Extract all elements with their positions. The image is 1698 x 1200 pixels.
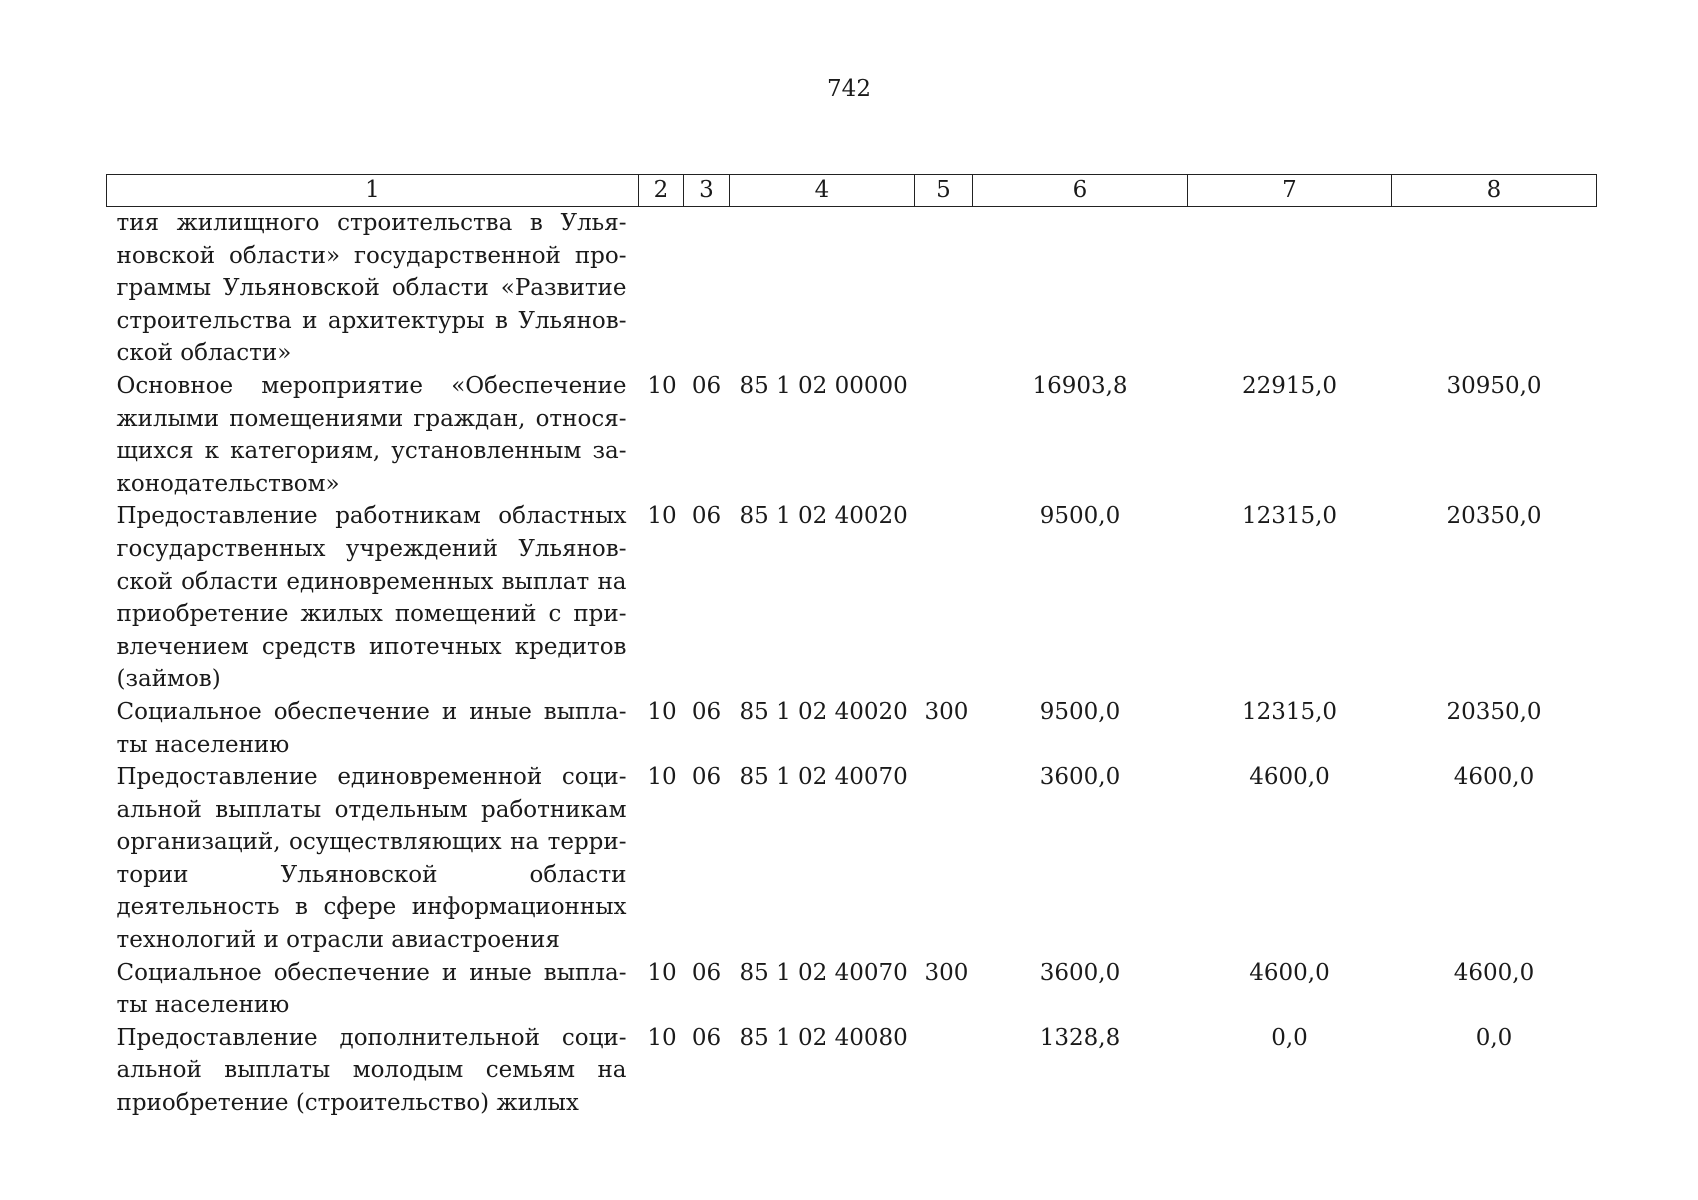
row-code: 85 1 02 40070	[739, 764, 908, 791]
row-value-6: 16903,8	[1032, 372, 1128, 399]
row-section: 10	[647, 764, 677, 791]
row-value-7: 0,0	[1271, 1024, 1308, 1051]
row-name: Предоставление единовременной социальной выплаты отдельным работникам организаций, осуществляющих на территории Ульяновской области деятельность в сфере информационных технологий и отрасли авиастроения	[116, 764, 627, 954]
budget-table	[106, 174, 1597, 1120]
row-type: 300	[924, 959, 969, 986]
header-col-2: 2	[639, 175, 684, 207]
row-value-8: 4600,0	[1453, 959, 1535, 986]
row-name: тия жилищного строительства в Ульяновской области» государственной программы Ульяновской области «Развитие строительства и архитектуры в Ульяновской области»	[116, 210, 627, 367]
row-value-7	[1188, 207, 1392, 370]
row-value-8: 4600,0	[1453, 764, 1535, 791]
header-col-7: 7	[1188, 175, 1392, 207]
row-value-8: 20350,0	[1446, 698, 1542, 725]
row-value-7: 4600,0	[1249, 959, 1330, 986]
row-type	[915, 761, 973, 957]
header-col-8: 8	[1392, 175, 1597, 207]
header-col-4: 4	[730, 175, 915, 207]
row-section: 10	[647, 698, 677, 725]
row-name: Социальное обеспечение и иные выплаты населению	[116, 698, 627, 758]
row-subsection: 06	[691, 959, 722, 986]
row-type: 300	[924, 698, 969, 725]
row-type	[915, 370, 973, 500]
row-name: Предоставление работникам областных государственных учреждений Ульяновской области единовременных выплат на приобретение жилых помещений с привлечением средств ипотечных кредитов (займов)	[116, 503, 627, 693]
row-section	[639, 207, 684, 370]
row-type	[915, 500, 973, 696]
row-code: 85 1 02 00000	[739, 372, 908, 399]
row-code: 85 1 02 40080	[739, 1024, 908, 1051]
header-col-3: 3	[684, 175, 730, 207]
row-section: 10	[647, 372, 677, 399]
row-subsection: 06	[691, 698, 722, 725]
table-row	[107, 500, 1597, 696]
table-header	[107, 175, 1597, 207]
row-section: 10	[647, 959, 677, 986]
row-code: 85 1 02 40020	[739, 698, 908, 725]
table-row	[107, 957, 1597, 1022]
row-name: Основное мероприятие «Обеспечение жилыми помещениями граждан, относящихся к категориям, установленным законодательством»	[116, 372, 627, 497]
row-type	[915, 207, 973, 370]
row-subsection: 06	[691, 372, 722, 399]
header-col-6: 6	[973, 175, 1188, 207]
header-row	[107, 175, 1597, 207]
row-value-7: 12315,0	[1241, 503, 1338, 530]
table-row	[107, 1022, 1597, 1120]
row-section: 10	[647, 1024, 677, 1051]
row-value-7: 4600,0	[1249, 764, 1330, 791]
row-subsection	[684, 207, 730, 370]
row-subsection: 06	[691, 1024, 722, 1051]
row-value-8	[1392, 207, 1597, 370]
table-body	[107, 207, 1597, 1120]
row-type	[915, 1022, 973, 1120]
row-value-7: 12315,0	[1241, 698, 1338, 725]
row-value-6: 1328,8	[1039, 1024, 1121, 1051]
row-value-8: 0,0	[1475, 1024, 1513, 1051]
row-value-6	[973, 207, 1188, 370]
header-col-5: 5	[915, 175, 973, 207]
header-col-1: 1	[107, 175, 639, 207]
row-value-6: 9500,0	[1039, 698, 1121, 725]
row-name: Предоставление дополнительной социальной выплаты молодым семьям на приобретение (строительство) жилых	[116, 1024, 627, 1117]
row-code	[730, 207, 915, 370]
table-row	[107, 761, 1597, 957]
table-row	[107, 207, 1597, 370]
row-value-6: 3600,0	[1039, 959, 1121, 986]
row-value-8: 30950,0	[1446, 372, 1542, 399]
row-code: 85 1 02 40020	[739, 503, 908, 530]
row-section: 10	[647, 503, 677, 530]
row-value-6: 3600,0	[1039, 764, 1121, 791]
row-value-7: 22915,0	[1241, 372, 1338, 399]
table-row	[107, 696, 1597, 761]
table-row	[107, 370, 1597, 500]
row-subsection: 06	[691, 503, 722, 530]
row-value-8: 20350,0	[1446, 503, 1542, 530]
row-value-6: 9500,0	[1039, 503, 1121, 530]
row-code: 85 1 02 40070	[739, 959, 908, 986]
row-subsection: 06	[691, 764, 722, 791]
page-number: 742	[827, 76, 871, 102]
row-name: Социальное обеспечение и иные выплаты населению	[116, 959, 627, 1019]
